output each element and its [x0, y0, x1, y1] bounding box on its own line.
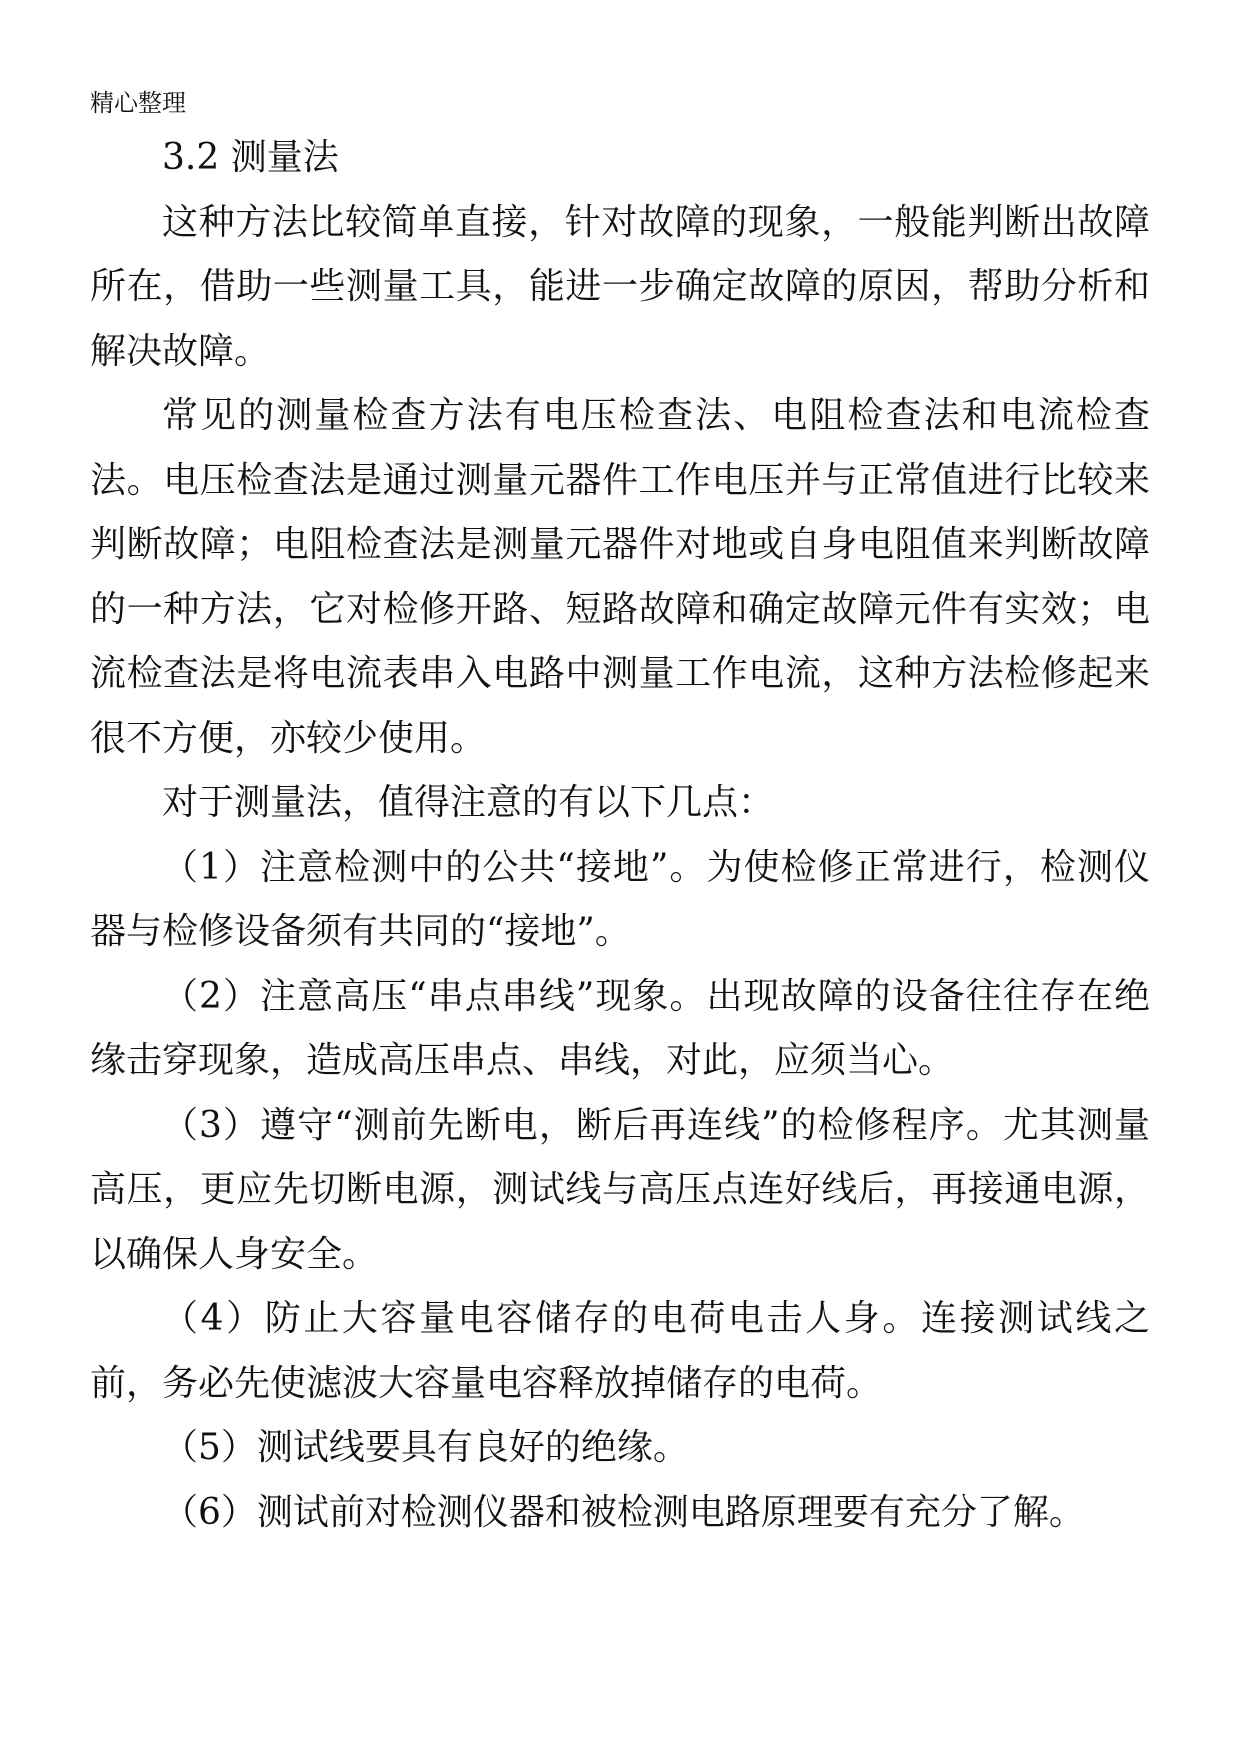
- list-item-4: （4）防止大容量电容储存的电荷电击人身。连接测试线之前，务必先使滤波大容量电容释放掉储存的电荷。: [90, 1298, 1150, 1404]
- list-item-3: （3）遵守“测前先断电，断后再连线”的检修程序。尤其测量高压，更应先切断电源，测试线与高压点连好线后，再接通电源，以确保人身安全。: [90, 1104, 1150, 1275]
- paragraph-methods: 常见的测量检查方法有电压检查法、电阻检查法和电流检查法。电压检查法是通过测量元器件工作电压并与正常值进行比较来判断故障；电阻检查法是测量元器件对地或自身电阻值来判断故障的一种方法，它对检修开路、短路故障和确定故障元件有实效；电流检查法是将电流表串入电路中测量工作电流，这种方法检修起来很不方便，亦较少使用。: [90, 395, 1150, 759]
- paragraph-intro: 这种方法比较简单直接，针对故障的现象，一般能判断出故障所在，借助一些测量工具，能进一步确定故障的原因，帮助分析和解决故障。: [90, 201, 1150, 372]
- list-item-2: （2）注意高压“串点串线”现象。出现故障的设备往往存在绝缘击穿现象，造成高压串点、串线，对此，应须当心。: [90, 975, 1150, 1081]
- document-body: [90, 126, 1150, 1545]
- section-heading: 3.2 测量法: [162, 137, 339, 178]
- list-item-5: （5）测试线要具有良好的绝缘。: [162, 1427, 689, 1468]
- list-item-1: （1）注意检测中的公共“接地”。为使检修正常进行，检测仪器与检修设备须有共同的“接地”。: [90, 846, 1150, 952]
- page-header: 精心整理: [90, 89, 186, 117]
- list-item-6: （6）测试前对检测仪器和被检测电路原理要有充分了解。: [162, 1491, 1085, 1533]
- paragraph-notes-lead: 对于测量法，值得注意的有以下几点：: [162, 782, 775, 823]
